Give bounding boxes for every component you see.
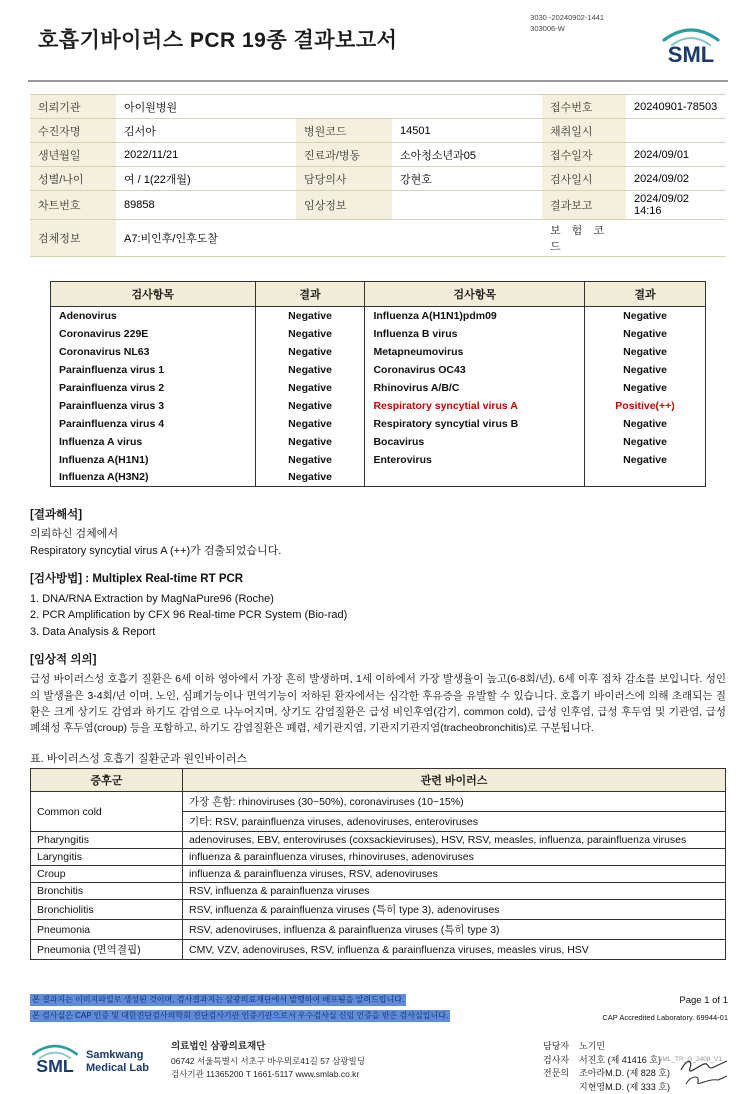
method-item: 3. Data Analysis & Report [30, 625, 156, 638]
table-row [51, 433, 706, 451]
section-heading: [검사방법] : Multiplex Real-time RT PCR [30, 573, 244, 586]
table-row [30, 220, 726, 257]
virus-list-cell: CMV, VZV, adenoviruses, RSV, influenza & parainfluenza viruses, measles virus, HSV [183, 940, 726, 960]
notice-row [30, 994, 728, 1006]
organization-name: 의료법인 삼광의료재단 [170, 1041, 266, 1053]
organization-info [171, 1040, 365, 1081]
virus-name-cell [365, 469, 585, 487]
virus-list-cell [183, 792, 726, 832]
table-row [51, 415, 706, 433]
table-row [30, 119, 726, 143]
cap-accreditation-text: CAP Accredited Laboratory. 69944-01 [602, 1013, 728, 1023]
virus-name-cell: Influenza B virus [365, 325, 585, 343]
footer-notices [30, 994, 728, 1022]
virus-name-cell-positive: Respiratory syncytial virus A [365, 397, 585, 415]
disease-header-cell: 관련 바이러스 [183, 769, 726, 792]
results-header-cell: 결과 [255, 282, 365, 307]
syndrome-cell: Pneumonia (면역결핍) [31, 940, 183, 960]
organization-contact: 검사기관 11365200 T 1661-5117 www.smlab.co.kr [170, 1069, 360, 1080]
table-row [31, 883, 726, 900]
info-value: 2024/09/02 [626, 167, 726, 191]
virus-name-cell: Influenza A(H1N1) [51, 451, 256, 469]
virus-name-cell: Adenovirus [51, 307, 256, 325]
result-cell: Negative [585, 433, 706, 451]
info-value: 아이원병원 [116, 95, 542, 119]
virus-name-cell: Influenza A(H1N1)pdm09 [365, 307, 585, 325]
table-row [51, 469, 706, 487]
info-label: 담당의사 [296, 167, 392, 191]
info-label: 차트번호 [30, 191, 116, 220]
header-divider [28, 80, 728, 82]
info-label: 채취일시 [542, 119, 626, 143]
interpretation-line: 의뢰하신 검체에서 [30, 528, 119, 541]
virus-name-cell: Bocavirus [365, 433, 585, 451]
info-value: 여 / 1(22개월) [116, 167, 296, 191]
virus-name-cell: Coronavirus 229E [51, 325, 256, 343]
syndrome-cell: Laryngitis [31, 849, 183, 866]
info-label: 접수일자 [542, 143, 626, 167]
result-cell: Negative [585, 379, 706, 397]
signature-scribble-icon [678, 1058, 730, 1093]
virus-name-cell: Metapneumovirus [365, 343, 585, 361]
virus-list-cell: RSV, influenza & parainfluenza viruses [183, 883, 726, 900]
results-header-cell: 검사항목 [51, 282, 256, 307]
syndrome-cell: Pharyngitis [31, 832, 183, 849]
info-label: 임상정보 [296, 191, 392, 220]
result-cell: Negative [585, 451, 706, 469]
virus-name-cell: Coronavirus NL63 [51, 343, 256, 361]
logo-word-line: Samkwang [86, 1049, 144, 1062]
info-value: 소아청소년과05 [392, 143, 542, 167]
info-label: 생년월일 [30, 143, 116, 167]
info-label: 병원코드 [296, 119, 392, 143]
footer-logo [30, 1040, 149, 1083]
staff-role: 담당자 [543, 1041, 570, 1052]
method-item: 1. DNA/RNA Extraction by MagNaPure96 (Roche) [30, 592, 274, 605]
table-row [51, 343, 706, 361]
info-value: 2022/11/21 [116, 143, 296, 167]
result-interpretation-section [30, 507, 726, 559]
logo-wordmark [86, 1049, 149, 1074]
table-row [31, 900, 726, 920]
info-label: 결과보고 [542, 191, 626, 220]
result-cell: Negative [255, 379, 365, 397]
clinical-body-text: 급성 바이러스성 호흡기 질환은 6세 이하 영아에서 가장 흔히 발생하며, 1세 이하에서 가장 발생율이 높고(6-8회/년), 6세 이후 점차 감소를 보입니다. 성인의 발생율은 3-4회/년 이며, 노인, 심폐기능이나 면역기능이 저하된 환자에서는 심각한 후유증을 유발할 수 있습니다. 호흡기 바이러스에 의해 초래되는 질환은 크게 상기도 감염과 하기도 감염으로 나누어지며, 상기도 감염질환은 급성 비인후염(감기, common cold), 급성 인후염, 급성 후두염 및 기관염, 급성 폐쇄성 후두염(croup) 등을 포함하고, 하기도 감염질환은 폐렴, 세기관지염, 기관지기관지염(tracheobronchitis)로 구분됩니다. [30, 673, 726, 735]
info-label: 의뢰기관 [30, 95, 116, 119]
staff-row [543, 1040, 670, 1054]
virus-name-cell: Rhinovirus A/B/C [365, 379, 585, 397]
result-cell: Negative [255, 361, 365, 379]
result-cell: Negative [255, 415, 365, 433]
result-cell [585, 469, 706, 487]
sml-logo-icon [30, 1040, 80, 1083]
disease-virus-table [30, 768, 726, 960]
document-codes [530, 13, 604, 34]
virus-list-cell: RSV, influenza & parainfluenza viruses (특히 type 3), adenoviruses [183, 900, 726, 920]
results-header-cell: 검사항목 [365, 282, 585, 307]
table-row [31, 866, 726, 883]
table-row [51, 361, 706, 379]
table-row [31, 832, 726, 849]
interpretation-line: Respiratory syncytial virus A (++)가 검출되었습니다. [30, 544, 282, 557]
table-row [31, 940, 726, 960]
info-value: 2024/09/01 [626, 143, 726, 167]
info-label: 검사일시 [542, 167, 626, 191]
info-value: 20240901-78503 [626, 95, 726, 119]
result-cell: Negative [255, 325, 365, 343]
virus-name-cell: Parainfluenza virus 3 [51, 397, 256, 415]
disease-table-caption: 표. 바이러스성 호흡기 질환군과 원인바이러스 [30, 753, 248, 766]
info-value: A7:비인후/인후도찰 [116, 220, 542, 257]
virus-name-cell: Respiratory syncytial virus B [365, 415, 585, 433]
info-label: 접수번호 [542, 95, 626, 119]
result-cell: Negative [255, 469, 365, 487]
staff-name: 조아라M.D. (제 828 호) [579, 1068, 670, 1079]
info-value: 89858 [116, 191, 296, 220]
page-title: 호흡기바이러스 PCR 19종 결과보고서 [38, 29, 398, 52]
document-code-line2: 303006-W [530, 23, 565, 33]
syndrome-cell: Bronchitis [31, 883, 183, 900]
method-item: 2. PCR Amplification by CFX 96 Real-time PCR System (Bio-rad) [30, 609, 348, 621]
result-cell: Negative [255, 451, 365, 469]
svg-text:SML: SML [667, 42, 715, 67]
table-row [51, 307, 706, 325]
organization-address: 06742 서울특별시 서초구 바우뫼로41길 57 삼광빌딩 [170, 1056, 365, 1067]
result-cell: Negative [585, 307, 706, 325]
result-cell: Negative [585, 415, 706, 433]
document-code-line1: 3030 -20240902-1441 [530, 13, 604, 22]
table-header-row [31, 769, 726, 792]
virus-name-cell: Coronavirus OC43 [365, 361, 585, 379]
info-value [626, 220, 726, 257]
result-cell: Negative [255, 433, 365, 451]
result-cell: Negative [585, 325, 706, 343]
svg-text:SML: SML [36, 1056, 74, 1077]
info-value [392, 191, 542, 220]
info-label: 보 험 코 드 [542, 220, 626, 257]
virus-list-cell: influenza & parainfluenza viruses, rhinoviruses, adenoviruses [183, 849, 726, 866]
syndrome-cell: Bronchiolitis [31, 900, 183, 920]
virus-list-cell: RSV, adenoviruses, influenza & parainfluenza viruses (특히 type 3) [183, 920, 726, 940]
syndrome-cell: Pneumonia [31, 920, 183, 940]
result-cell-positive: Positive(++) [585, 397, 706, 415]
info-value: 김서아 [116, 119, 296, 143]
info-value [626, 119, 726, 143]
pcr-results-table [50, 281, 706, 487]
page-number: Page 1 of 1 [679, 995, 728, 1007]
form-code: SML_TR_G_2408_V1 [658, 1056, 722, 1063]
info-value: 14501 [392, 119, 542, 143]
table-row [30, 95, 726, 119]
report-header [0, 0, 756, 67]
disease-header-cell: 증후군 [31, 769, 183, 792]
table-row [31, 792, 726, 832]
table-row [51, 325, 706, 343]
table-row [31, 920, 726, 940]
result-cell: Negative [255, 397, 365, 415]
virus-name-cell: Parainfluenza virus 1 [51, 361, 256, 379]
virus-name-cell: Enterovirus [365, 451, 585, 469]
table-row [30, 143, 726, 167]
clinical-significance-section [30, 652, 726, 736]
staff-name: 서진호 (제 41416 호) [579, 1054, 662, 1065]
syndrome-cell: Croup [31, 866, 183, 883]
virus-list-line: 기타: RSV, parainfluenza viruses, adenoviruses, enteroviruses [189, 816, 478, 829]
info-value: 2024/09/02 14:16 [626, 191, 726, 220]
report-footer [30, 1040, 726, 1094]
virus-name-cell: Influenza A virus [51, 433, 256, 451]
logo-word-line: Medical Lab [86, 1061, 149, 1074]
virus-list-cell: adenoviruses, EBV, enteroviruses (coxsackieviruses), HSV, RSV, measles, influenza, parainfluenza viruses [183, 832, 726, 849]
virus-name-cell: Parainfluenza virus 4 [51, 415, 256, 433]
table-row [30, 191, 726, 220]
section-heading: [결과해석] [30, 509, 83, 521]
section-heading: [임상적 의의] [30, 654, 97, 666]
staff-role: 전문의 [543, 1068, 570, 1079]
result-cell: Negative [585, 343, 706, 361]
notice-highlighted-text: 본 검사실은 CAP 인증 및 대한진단검사의학회 진단검사기관 인증기관으로서 우수검사실 신임 인증을 받은 검사실입니다. [32, 1011, 449, 1021]
result-cell: Negative [255, 343, 365, 361]
staff-row [543, 1067, 670, 1081]
info-label: 수진자명 [30, 119, 116, 143]
staff-row [543, 1081, 670, 1094]
result-cell: Negative [585, 361, 706, 379]
table-row [30, 167, 726, 191]
table-row [31, 849, 726, 866]
info-value: 강현호 [392, 167, 542, 191]
staff-name: 지현영M.D. (제 333 호) [579, 1081, 670, 1092]
virus-list-cell: influenza & parainfluenza viruses, RSV, adenoviruses [183, 866, 726, 883]
staff-role: 검사자 [543, 1054, 570, 1065]
virus-name-cell: Parainfluenza virus 2 [51, 379, 256, 397]
table-row [51, 397, 706, 415]
virus-list-line: 가장 흔함: rhinoviruses (30~50%), coronaviruses (10~15%) [183, 794, 725, 812]
sml-logo-icon [660, 24, 722, 73]
table-header-row [51, 282, 706, 307]
patient-info-table [30, 94, 726, 257]
table-row [51, 451, 706, 469]
virus-name-cell: Influenza A(H3N2) [51, 469, 256, 487]
test-method-section [30, 571, 726, 640]
notice-row [30, 1010, 728, 1022]
staff-row [543, 1054, 670, 1068]
info-label: 성별/나이 [30, 167, 116, 191]
info-label: 검체정보 [30, 220, 116, 257]
result-cell: Negative [255, 307, 365, 325]
staff-signatures [543, 1040, 726, 1094]
info-label: 진료과/병동 [296, 143, 392, 167]
syndrome-cell: Common cold [31, 792, 183, 832]
table-row [51, 379, 706, 397]
results-header-cell: 결과 [585, 282, 706, 307]
notice-highlighted-text: 본 결과지는 이미지파일로 생성된 것이며, 검사결과지는 삼광의료재단에서 발행하여 배포됨을 알려드립니다. [32, 995, 405, 1005]
staff-name: 노기민 [579, 1041, 606, 1052]
